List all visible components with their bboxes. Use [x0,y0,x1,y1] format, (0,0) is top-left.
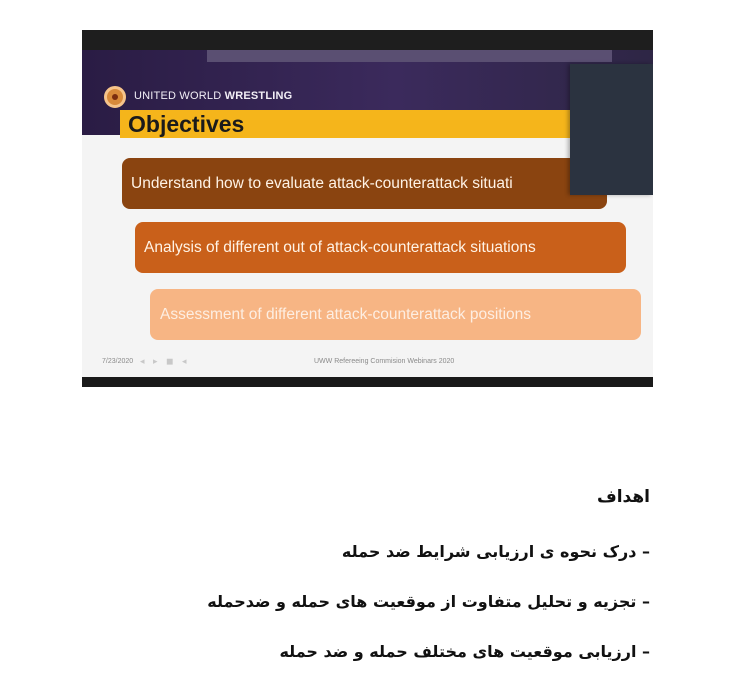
persian-heading: اهداف [596,487,650,507]
objective-box-3: Assessment of different attack-counterattack positions [150,289,641,340]
slide-top-bar [82,30,653,50]
slide-title: Objectives [128,111,245,137]
persian-item-1: – درک نحوه ی ارزیابی شرایط ضد حمله [341,542,650,561]
footer-note: UWW Refereeing Commision Webinars 2020 [314,358,455,365]
persian-item-2: – تجزیه و تحلیل متفاوت از موقعیت های حمله و ضدحمله [207,592,650,611]
footer-date: 7/23/2020 [102,358,134,365]
brand-name-bold: WRESTLING [224,90,293,102]
header-strip [207,50,612,62]
slide-screenshot [82,30,653,387]
brand-name: UNITED WORLD WRESTLING [134,90,293,102]
uww-logo-icon [104,86,126,108]
slide-footer [82,355,653,375]
slide-title-bar [120,110,620,138]
player-controls-icon: ◂ ▸ ◼ ◂ [140,356,190,366]
objective-box-2: Analysis of different out of attack-counterattack situations [135,222,626,273]
objective-box-1: Understand how to evaluate attack-counterattack situati [122,158,607,209]
persian-item-3: – ارزیابی موقعیت های مختلف حمله و ضد حمله [279,642,650,661]
presenter-video-box [570,64,653,195]
slide-bottom-bar [82,377,653,387]
